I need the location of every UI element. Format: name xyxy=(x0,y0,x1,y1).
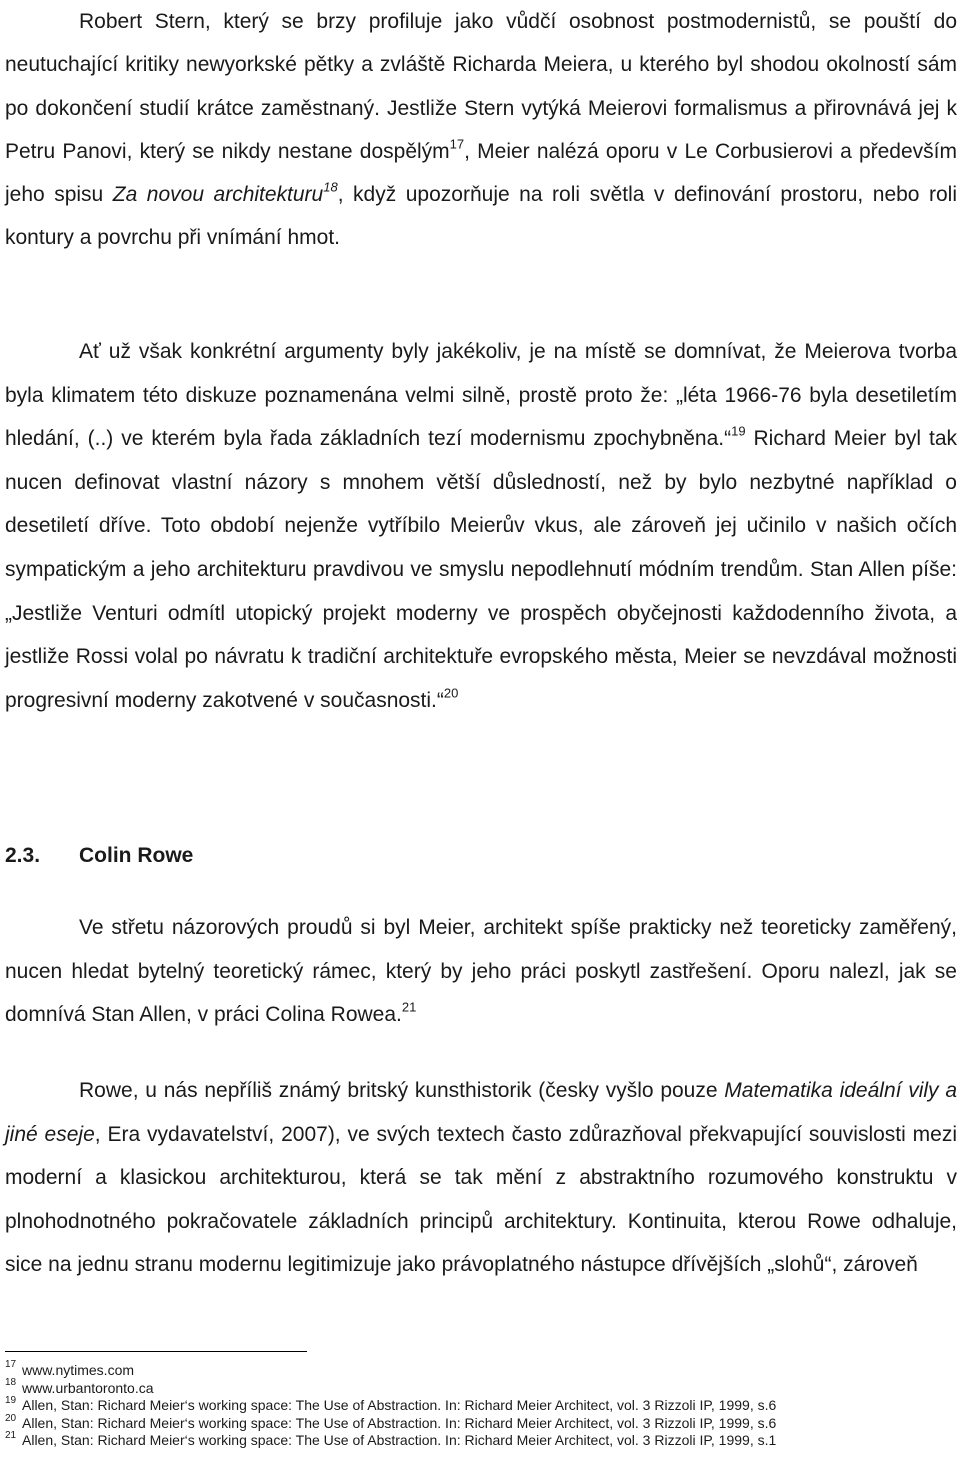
footnote-ref-19[interactable]: 19 xyxy=(731,423,746,439)
paragraph-text: , Meier nalézá oporu v Le Corbusierovi a především jeho spisu xyxy=(5,139,957,207)
footnote-ref-18[interactable]: 18 xyxy=(323,179,338,195)
paragraph-text: , když upozorňuje na roli světla v definování prostoru, nebo roli kontury a povrchu při vnímání hmot. xyxy=(5,183,957,250)
footnote-text: www.nytimes.com xyxy=(22,1362,135,1378)
footnote-item xyxy=(5,1432,957,1450)
footnote-mark: 19 xyxy=(5,1395,17,1407)
paragraph-text: Robert Stern, který se brzy profiluje jako vůdčí osobnost postmodernistů, se pouští do neutuchající kritiky newyorkské pětky a zvláště Richarda Meiera, u kterého byl shodou okolností sám po dokončení studií krátce zaměstnaný. Jestliže Stern vytýká Meierovi formalismus a přirovnává jej k Petru Panovi, který se nikdy nestane dospělým xyxy=(5,10,957,163)
footnote-text: Allen, Stan: Richard Meier‘s working space: The Use of Abstraction. In: Richard Meier Architect, vol. 3 Rizzoli IP, 1999, s.6 xyxy=(22,1414,777,1431)
footnote-separator xyxy=(5,1351,307,1352)
section-heading xyxy=(5,838,193,874)
footnote-mark: 21 xyxy=(5,1430,17,1442)
footnotes xyxy=(5,1359,957,1450)
footnote-text: Allen, Stan: Richard Meier‘s working space: The Use of Abstraction. In: Richard Meier Architect, vol. 3 Rizzoli IP, 1999, s.6 xyxy=(22,1397,777,1414)
paragraph-meier-argument xyxy=(5,330,957,722)
section-title: Colin Rowe xyxy=(79,844,194,867)
footnote-ref-20[interactable]: 20 xyxy=(443,685,459,700)
footnote-ref-17[interactable]: 17 xyxy=(449,136,465,152)
paragraph-stern-critique xyxy=(5,0,957,260)
footnote-mark: 18 xyxy=(5,1376,17,1388)
paragraph-text: , Era vydavatelství, 2007), ve svých textech často zdůrazňoval překvapující souvislosti mezi moderní a klasickou architekturou, která se tak mění z abstraktního rozumového konstruktu v plnohodnotného pokračovatele základních principů architektury. Kontinuita, kterou Rowe odhaluje, sice na jednu stranu modernu legitimizuje jako právoplatného nástupce dřívějších „slohů“, zároveň xyxy=(5,1122,957,1277)
paragraph-rowe xyxy=(5,1069,957,1287)
footnote-item xyxy=(5,1397,957,1415)
footnote-text: www.urbantoronto.ca xyxy=(22,1379,154,1396)
footnote-item xyxy=(5,1412,957,1433)
footnote-text: Allen, Stan: Richard Meier‘s working space: The Use of Abstraction. In: Richard Meier Architect, vol. 3 Rizzoli IP, 1999, s.1 xyxy=(22,1432,777,1449)
footnote-item xyxy=(5,1359,957,1380)
book-title: Za novou architekturu xyxy=(112,183,324,207)
paragraph-text: Ve střetu názorových proudů si byl Meier, architekt spíše prakticky než teoreticky zaměřený, nucen hledat bytelný teoretický rámec, který by jeho práci poskytl zastřešení. Oporu nalezl, jak se domnívá Stan Allen, v práci Colina Rowea. xyxy=(5,916,957,1027)
paragraph-theoretical-frame xyxy=(5,906,957,1037)
paragraph-text: Richard Meier byl tak nucen definovat vlastní názory s mnohem větší důsledností, než by bylo nezbytné například o desetiletí dříve. Toto období nejenže vytříbilo Meierův vkus, ale zároveň jej učinilo v našich očích sympatickým a jeho architekturu pravdivou ve smyslu nepodlehnutí módním trendům. Stan Allen píše: „Jestliže Venturi odmítl utopický projekt moderny ve prospěch obyčejnosti každodenního života, a jestliže Rossi volal po návratu k tradiční architektuře evropského města, Meier se nevzdával možnosti progresivní moderny zakotvené v současnosti.“ xyxy=(5,427,957,712)
paragraph-text: Rowe, u nás nepříliš známý britský kunsthistorik (česky vyšlo pouze xyxy=(79,1079,725,1102)
footnote-ref-21[interactable]: 21 xyxy=(401,999,417,1015)
footnote-mark: 17 xyxy=(5,1359,17,1370)
paragraph-text: Ať už však konkrétní argumenty byly jakékoliv, je na místě se domnívat, že Meierova tvorba byla klimatem této diskuze poznamenána velmi silně, prostě proto že: „léta 1966-76 byla desetiletím hledání, (..) ve kterém byla řada základních tezí modernismu zpochybněna.“ xyxy=(5,340,957,451)
section-number: 2.3. xyxy=(5,844,41,867)
footnote-mark: 20 xyxy=(5,1412,17,1424)
footnote-item xyxy=(5,1376,957,1398)
book-title: Matematika ideální vily a jiné eseje xyxy=(5,1079,957,1146)
